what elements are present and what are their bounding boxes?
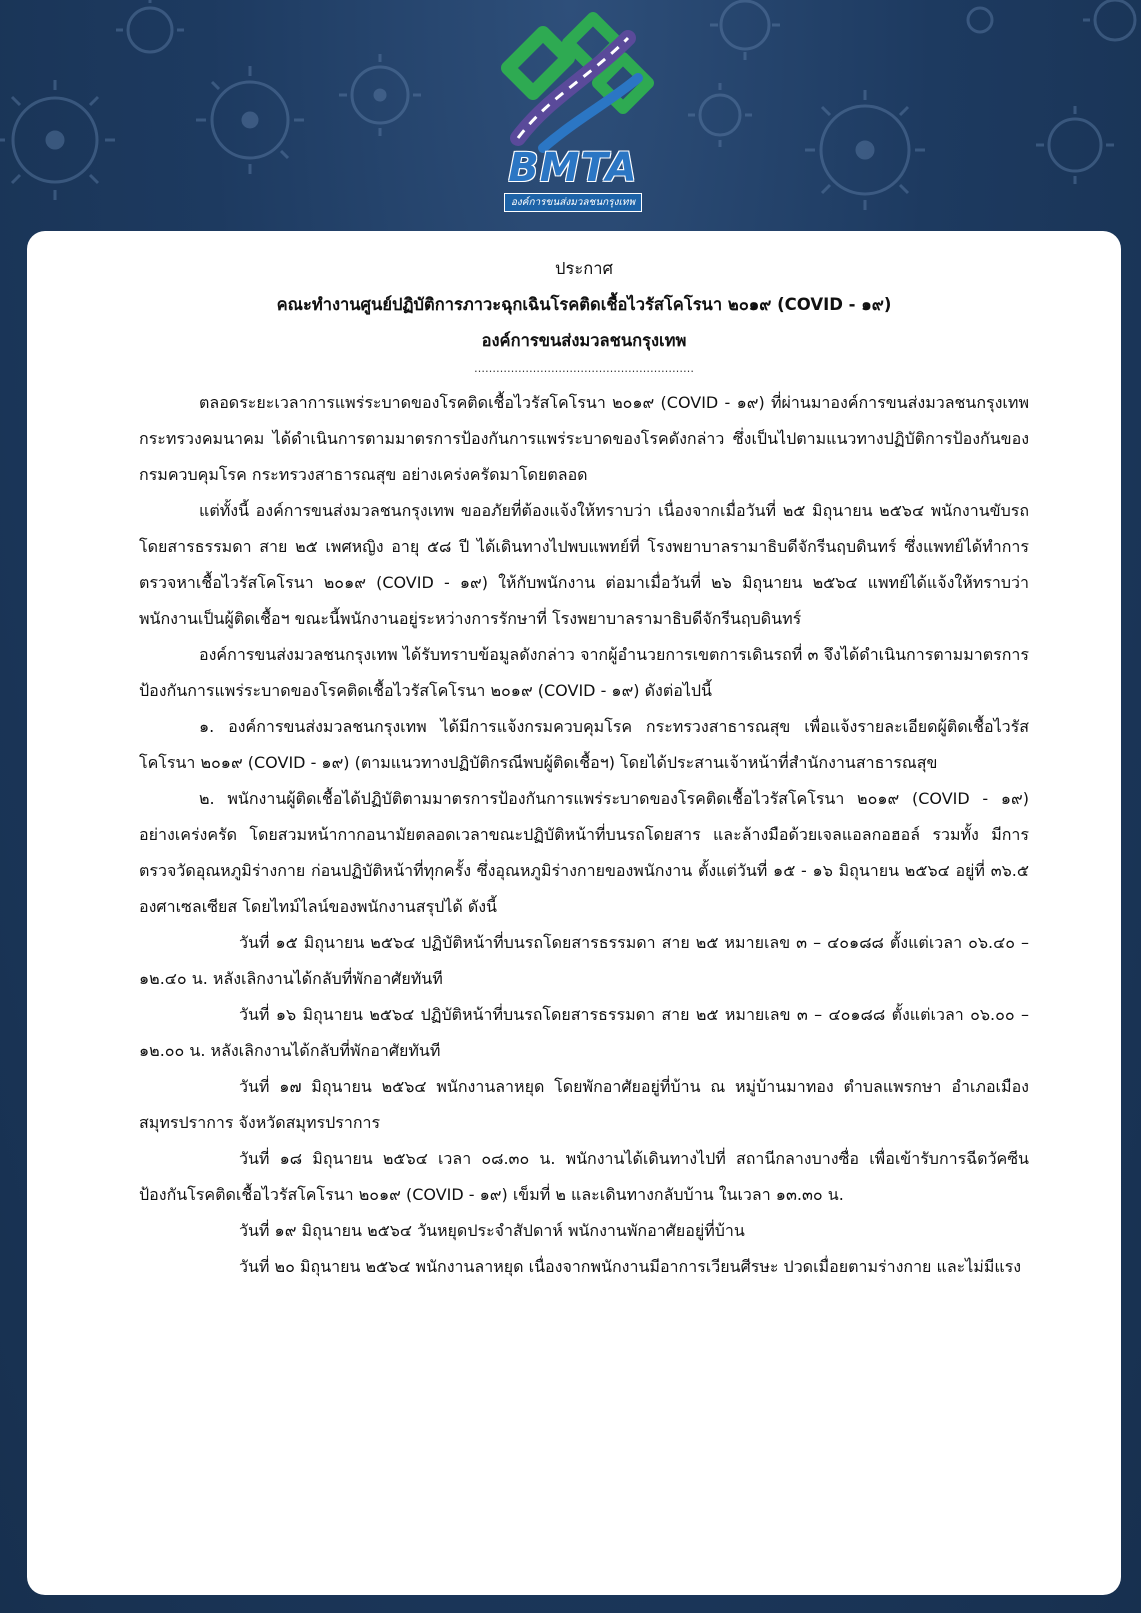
virus-icon [968, 8, 992, 32]
timeline-item: วันที่ ๑๘ มิถุนายน ๒๕๖๔ เวลา ๐๘.๓๐ น. พนักงานได้เดินทางไปที่ สถานีกลางบางซื่อ เพื่อเข้ารับการฉีดวัคซีนป้องกันโรคติดเชื้อไวรัสโคโรนา ๒๐๑๙ (COVID - ๑๙) เข็มที่ ๒ และเดินทางกลับบ้าน ในเวลา ๑๓.๓๐ น. [139, 1149, 1029, 1204]
timeline-item: วันที่ ๑๖ มิถุนายน ๒๕๖๔ ปฏิบัติหน้าที่บนรถโดยสารธรรมดา สาย ๒๕ หมายเลข ๓ – ๔๐๑๘๘ ตั้งแต่เวลา ๐๖.๐๐ – ๑๒.๐๐ น. หลังเลิกงานได้กลับที่พักอาศัยทันที [139, 1005, 1029, 1060]
announcement-card [27, 231, 1121, 1595]
virus-icon [1083, 0, 1135, 40]
paragraph-measure-1: ๑. องค์การขนส่งมวลชนกรุงเทพ ได้มีการแจ้งกรมควบคุมโรค กระทรวงสาธารณสุข เพื่อแจ้งรายละเอียดผู้ติดเชื้อไวรัสโคโรนา ๒๐๑๙ (COVID - ๑๙) (ตามแนวทางปฏิบัติกรณีพบผู้ติดเชื้อฯ) โดยได้ประสานเจ้าหน้าที่สำนักงานสาธารณสุข [139, 717, 1029, 772]
virus-icon [1036, 106, 1114, 184]
virus-icon [0, 80, 115, 200]
virus-icon [196, 66, 304, 174]
heading-organization: องค์การขนส่งมวลชนกรุงเทพ [481, 331, 687, 350]
virus-icon [688, 83, 752, 147]
paragraph-case-report: แต่ทั้งนี้ องค์การขนส่งมวลชนกรุงเทพ ขออภัยที่ต้องแจ้งให้ทราบว่า เนื่องจากเมื่อวันที่ ๒๕ มิถุนายน ๒๕๖๔ พนักงานขับรถโดยสารธรรมดา สาย ๒๕ เพศหญิง อายุ ๕๘ ปี ได้เดินทางไปพบแพทย์ที่ โรงพยาบาลรามาธิบดีจักรีนฤบดินทร์ ซึ่งแพทย์ได้ทำการตรวจหาเชื้อไวรัสโคโรนา ๒๐๑๙ (COVID - ๑๙) ให้กับพนักงาน ต่อมาเมื่อวันที่ ๒๖ มิถุนายน ๒๕๖๔ แพทย์ได้แจ้งให้ทราบว่า พนักงานเป็นผู้ติดเชื้อฯ ขณะนี้พนักงานอยู่ระหว่างการรักษาที่ โรงพยาบาลรามาธิบดีจักรีนฤบดินทร์ [139, 501, 1029, 628]
announcement-content [139, 251, 1029, 1285]
bmta-logo-mark [488, 8, 658, 158]
logo-subtitle: องค์การขนส่งมวลชนกรุงเทพ [504, 193, 642, 212]
bmta-logo-glyph [508, 18, 648, 148]
heading-divider: …………………………………………………… [474, 362, 694, 375]
heading-announcement-label: ประกาศ [555, 259, 613, 278]
paragraph-measures-intro: องค์การขนส่งมวลชนกรุงเทพ ได้รับทราบข้อมูลดังกล่าว จากผู้อำนวยการเขตการเดินรถที่ ๓ จึงได้ดำเนินการตามมาตรการป้องกันการแพร่ระบาดของโรคติดเชื้อไวรัสโคโรนา ๒๐๑๙ (COVID - ๑๙) ดังต่อไปนี้ [139, 645, 1029, 700]
timeline-item: วันที่ ๑๕ มิถุนายน ๒๕๖๔ ปฏิบัติหน้าที่บนรถโดยสารธรรมดา สาย ๒๕ หมายเลข ๓ – ๔๐๑๘๘ ตั้งแต่เวลา ๐๖.๔๐ – ๑๒.๔๐ น. หลังเลิกงานได้กลับที่พักอาศัยทันที [139, 933, 1029, 988]
heading-committee-title: คณะทำงานศูนย์ปฏิบัติการภาวะฉุกเฉินโรคติดเชื้อไวรัสโคโรนา ๒๐๑๙ (COVID - ๑๙) [276, 295, 892, 314]
paragraph-intro: ตลอดระยะเวลาการแพร่ระบาดของโรคติดเชื้อไวรัสโคโรนา ๒๐๑๙ (COVID - ๑๙) ที่ผ่านมาองค์การขนส่งมวลชนกรุงเทพ กระทรวงคมนาคม ได้ดำเนินการตามมาตรการป้องกันการแพร่ระบาดของโรคดังกล่าว ซึ่งเป็นไปตามแนวทางปฏิบัติการป้องกันของกรมควบคุมโรค กระทรวงสาธารณสุข อย่างเคร่งครัดมาโดยตลอด [139, 393, 1029, 484]
timeline-item: วันที่ ๑๙ มิถุนายน ๒๕๖๔ วันหยุดประจำสัปดาห์ พนักงานพักอาศัยอยู่ที่บ้าน [239, 1221, 745, 1240]
timeline-item: วันที่ ๒๐ มิถุนายน ๒๕๖๔ พนักงานลาหยุด เนื่องจากพนักงานมีอาการเวียนศีรษะ ปวดเมื่อยตามร่างกาย และไม่มีแรง [239, 1257, 1022, 1276]
virus-icon [116, 0, 184, 52]
paragraph-measure-2: ๒. พนักงานผู้ติดเชื้อได้ปฏิบัติตามมาตรการป้องกันการแพร่ระบาดของโรคติดเชื้อไวรัสโคโรนา ๒๐๑๙ (COVID - ๑๙) อย่างเคร่งครัด โดยสวมหน้ากากอนามัยตลอดเวลาขณะปฏิบัติหน้าที่บนรถโดยสาร และล้างมือด้วยเจลแอลกอฮอล์ รวมทั้ง มีการตรวจวัดอุณหภูมิร่างกาย ก่อนปฏิบัติหน้าที่ทุกครั้ง ซึ่งอุณหภูมิร่างกายของพนักงาน ตั้งแต่วันที่ ๑๕ - ๑๖ มิถุนายน ๒๕๖๔ อยู่ที่ ๓๖.๕ องศาเซลเซียส โดยไทม์ไลน์ของพนักงานสรุปได้ ดังนี้ [139, 789, 1029, 916]
bmta-logo [488, 8, 658, 208]
timeline-item: วันที่ ๑๗ มิถุนายน ๒๕๖๔ พนักงานลาหยุด โดยพักอาศัยอยู่ที่บ้าน ณ หมู่บ้านมาทอง ตำบลแพรกษา อำเภอเมืองสมุทรปราการ จังหวัดสมุทรปราการ [139, 1077, 1029, 1132]
virus-icon [805, 90, 925, 210]
virus-icon [339, 54, 421, 136]
announcement-heading [139, 251, 1029, 359]
virus-icon [710, 1, 780, 60]
logo-wordmark: BMTA [508, 145, 638, 191]
